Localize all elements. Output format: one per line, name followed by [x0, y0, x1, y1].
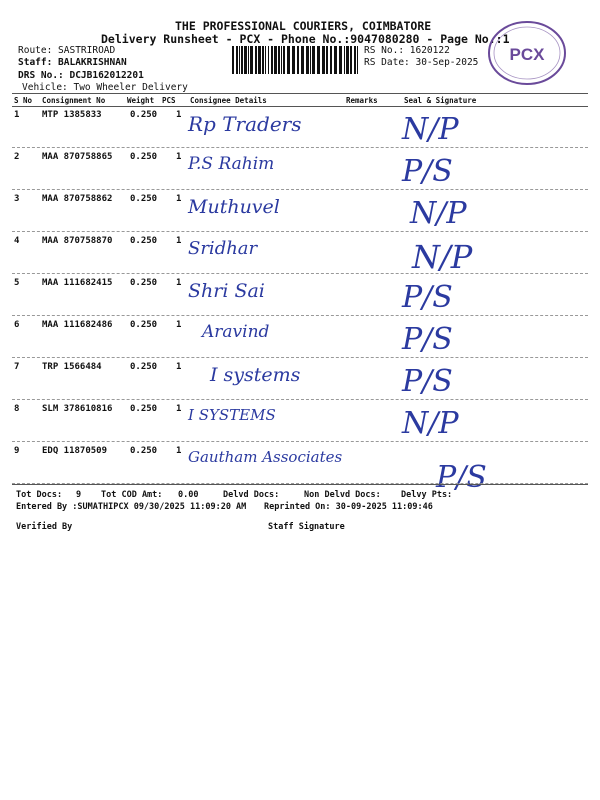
col-pcs: PCS [162, 96, 176, 105]
barcode-bar [244, 46, 247, 74]
row-divider [12, 441, 588, 442]
row-pcs: 1 [176, 236, 182, 246]
row-divider [12, 357, 588, 358]
row-pcs: 1 [176, 152, 182, 162]
row-weight: 0.250 [130, 110, 158, 120]
row-weight: 0.250 [130, 446, 158, 456]
vehicle-label: Vehicle: Two Wheeler Delivery [22, 82, 188, 93]
runsheet-subtitle: Delivery Runsheet - PCX - Phone No.:9047080280 - Page No.:1 [101, 32, 510, 46]
barcode-bar [344, 46, 345, 74]
row-seal-handwritten: N/P [410, 196, 467, 231]
rs-number: RS No.: 1620122 [364, 45, 450, 56]
barcode-bar [292, 46, 295, 74]
company-title: THE PROFESSIONAL COURIERS, COIMBATORE [175, 19, 432, 33]
tot-docs-label: Tot Docs: [16, 490, 63, 500]
barcode-bar [283, 46, 285, 74]
tot-cod-value: 0.00 [178, 490, 199, 500]
barcode-bar [326, 46, 328, 74]
row-weight: 0.250 [130, 278, 158, 288]
staff-signature: Staff Signature [268, 522, 345, 532]
row-consignment: TRP 1566484 [42, 362, 102, 372]
row-consignee-handwritten: I SYSTEMS [188, 406, 276, 424]
row-consignee-handwritten: P.S Rahim [188, 154, 275, 174]
barcode-bar [306, 46, 309, 74]
row-consignment: MTP 1385833 [42, 110, 102, 120]
barcode-bar [239, 46, 240, 74]
row-divider [12, 231, 588, 232]
staff-label: Staff: BALAKRISHNAN [18, 57, 127, 68]
row-sno: 7 [14, 362, 20, 372]
reprinted-on: Reprinted On: 30-09-2025 11:09:46 [264, 502, 433, 512]
row-seal-handwritten: P/S [436, 460, 487, 495]
pcx-stamp [485, 18, 569, 88]
barcode-bar [250, 46, 253, 74]
row-consignment: MAA 870758865 [42, 152, 113, 162]
row-weight: 0.250 [130, 152, 158, 162]
row-divider [12, 147, 588, 148]
barcode-bar [255, 46, 257, 74]
row-sno: 9 [14, 446, 20, 456]
barcode-bar [301, 46, 304, 74]
barcode-bar [248, 46, 249, 74]
row-sno: 2 [14, 152, 20, 162]
barcode-bar [236, 46, 238, 74]
row-pcs: 1 [176, 320, 182, 330]
tot-docs-value: 9 [76, 490, 82, 500]
row-seal-handwritten: P/S [402, 154, 453, 189]
barcode-bar [350, 46, 352, 74]
barcode-bar [354, 46, 356, 74]
delvd-docs-label: Delvd Docs: [223, 490, 280, 500]
row-consignee-handwritten: Aravind [202, 322, 270, 342]
barcode-bar [268, 46, 269, 74]
row-sno: 4 [14, 236, 20, 246]
row-weight: 0.250 [130, 404, 158, 414]
barcode-bar [262, 46, 264, 74]
row-consignee-handwritten: Sridhar [188, 238, 258, 259]
row-pcs: 1 [176, 278, 182, 288]
row-seal-handwritten: P/S [402, 364, 453, 399]
row-divider [12, 315, 588, 316]
row-pcs: 1 [176, 110, 182, 120]
row-pcs: 1 [176, 446, 182, 456]
barcode-bar [265, 46, 266, 74]
row-pcs: 1 [176, 362, 182, 372]
row-seal-handwritten: N/P [412, 238, 473, 276]
row-sno: 6 [14, 320, 20, 330]
row-weight: 0.250 [130, 194, 158, 204]
row-consignment: SLM 378610816 [42, 404, 113, 414]
row-seal-handwritten: N/P [402, 406, 459, 441]
barcode-bar [287, 46, 290, 74]
barcode-bar [258, 46, 261, 74]
col-consignee: Consignee Details [190, 96, 267, 105]
barcode-bar [271, 46, 273, 74]
barcode-bar [274, 46, 277, 74]
row-seal-handwritten: P/S [402, 322, 453, 357]
row-sno: 1 [14, 110, 20, 120]
barcode-bar [339, 46, 342, 74]
row-consignment: EDQ 11870509 [42, 446, 108, 456]
row-consignment: MAA 111682486 [42, 320, 113, 330]
tot-cod-label: Tot COD Amt: [101, 490, 163, 500]
row-seal-handwritten: P/S [402, 280, 453, 315]
row-pcs: 1 [176, 404, 182, 414]
barcode-bar [241, 46, 243, 74]
row-sno: 3 [14, 194, 20, 204]
barcode-bar [322, 46, 325, 74]
stamp-text: PCX [509, 45, 545, 64]
non-delvd-docs-label: Non Delvd Docs: [304, 490, 381, 500]
row-consignment: MAA 111682415 [42, 278, 113, 288]
drs-label: DRS No.: DCJB162012201 [18, 70, 144, 81]
col-consignment: Consignment No [42, 96, 106, 105]
row-weight: 0.250 [130, 236, 158, 246]
row-consignee-handwritten: Gautham Associates [188, 448, 343, 466]
row-consignee-handwritten: Shri Sai [188, 280, 265, 302]
barcode-bar [312, 46, 315, 74]
row-sno: 8 [14, 404, 20, 414]
barcode [232, 46, 360, 74]
verified-by: Verified By [16, 522, 73, 532]
col-seal: Seal & Signature [404, 96, 477, 105]
entered-by: Entered By :SUMATHIPCX 09/30/2025 11:09:20 AM [16, 502, 247, 512]
barcode-bar [281, 46, 282, 74]
barcode-bar [346, 46, 349, 74]
row-divider [12, 273, 588, 274]
row-weight: 0.250 [130, 320, 158, 330]
row-consignee-handwritten: Muthuvel [188, 196, 280, 218]
row-consignment: MAA 870758862 [42, 194, 113, 204]
row-consignment: MAA 870758870 [42, 236, 113, 246]
row-pcs: 1 [176, 194, 182, 204]
delvy-pts-label: Delvy Pts: [401, 490, 453, 500]
row-consignee-handwritten: I systems [210, 364, 301, 386]
barcode-bar [297, 46, 299, 74]
row-divider [12, 189, 588, 190]
barcode-bar [310, 46, 311, 74]
rs-date: RS Date: 30-Sep-2025 [364, 57, 479, 68]
row-consignee-handwritten: Rp Traders [188, 112, 302, 136]
route-label: Route: SASTRIROAD [18, 45, 116, 56]
row-weight: 0.250 [130, 362, 158, 372]
barcode-bar [357, 46, 358, 74]
col-remarks: Remarks [346, 96, 378, 105]
col-weight: Weight [127, 96, 155, 105]
barcode-bar [232, 46, 234, 74]
barcode-bar [278, 46, 280, 74]
row-divider [12, 399, 588, 400]
row-sno: 5 [14, 278, 20, 288]
col-sno: S No [14, 96, 33, 105]
barcode-bar [330, 46, 332, 74]
barcode-bar [317, 46, 320, 74]
barcode-bar [334, 46, 337, 74]
row-seal-handwritten: N/P [402, 112, 459, 147]
